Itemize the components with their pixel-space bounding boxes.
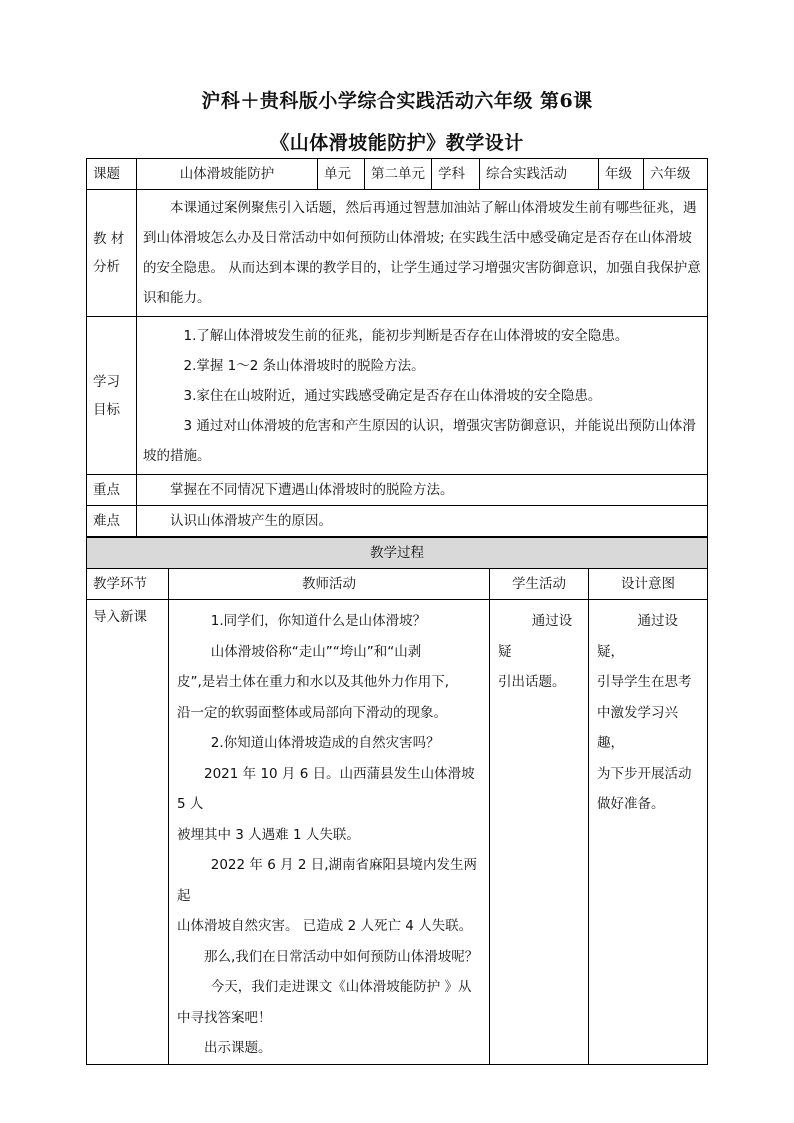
goals-label-line1: 学习 <box>93 373 120 390</box>
student-line: 通过设疑 <box>498 613 573 660</box>
process-column-header-row <box>87 569 708 600</box>
topic-label: 课题 <box>87 159 137 190</box>
teaching-process-table <box>86 537 708 1065</box>
col-teacher-header: 教师活动 <box>169 569 490 600</box>
key-point-label: 重点 <box>87 475 137 506</box>
design-intent-cell <box>589 600 708 1065</box>
analysis-text: 本课通过案例聚焦引入话题，然后再通过智慧加油站了解山体滑坡发生前有哪些征兆，遇到山体滑坡怎么办及日常活动中如何预防山体滑坡; 在实践生活中感受确定是否存在山体滑坡的安全隐患。 从而达到本课的教学目的，让学生通过学习增强灾害防御意识，加强自我保护意识和能力。 <box>137 190 708 317</box>
teacher-line: 山体滑坡自然灾害。 已造成 2 人死亡 4 人失联。 <box>177 918 473 934</box>
student-line: 引出话题。 <box>498 674 566 690</box>
teacher-line: 皮”,是岩土体在重力和水以及其他外力作用下, <box>177 674 450 690</box>
lesson-info-table <box>86 158 708 537</box>
teacher-line: 今天，我们走进课文《山体滑坡能防护 》从 <box>210 979 472 995</box>
process-heading-row <box>87 538 708 569</box>
col-intent-header: 设计意图 <box>589 569 708 600</box>
difficulty-row <box>87 506 708 537</box>
analysis-label-line1: 教 材 <box>93 231 125 247</box>
teacher-line: 出示课题。 <box>204 1040 272 1056</box>
teacher-activity-cell <box>169 600 490 1065</box>
analysis-row <box>87 190 708 317</box>
col-stage-header: 教学环节 <box>87 569 169 600</box>
grade-value: 六年级 <box>644 159 708 190</box>
goals-label <box>87 317 137 475</box>
goal-item: 1.了解山体滑坡发生前的征兆，能初步判断是否存在山体滑坡的安全隐患。 <box>183 327 629 344</box>
grade-label: 年级 <box>599 159 644 190</box>
teacher-line: 被埋其中 3 人遇难 1 人失联。 <box>177 826 360 843</box>
teacher-line: 中寻找答案吧！ <box>177 1009 272 1026</box>
teacher-line: 2.你知道山体滑坡造成的自然灾害吗？ <box>210 735 440 751</box>
process-row-intro <box>87 600 708 1065</box>
goal-item: 3 通过对山体滑坡的危害和产生原因的认识，增强灾害防御意识，并能说出预防山体滑坡的措施。 <box>143 417 696 464</box>
intent-line: 通过设疑， <box>597 613 678 660</box>
teacher-line: 那么,我们在日常活动中如何预防山体滑坡呢？ <box>204 948 479 965</box>
key-point-text: 掌握在不同情况下遭遇山体滑坡时的脱险方法。 <box>137 475 708 506</box>
intent-line: 引导学生在思考 <box>597 674 692 690</box>
teacher-line: 2022 年 6 月 2 日,湖南省麻阳县境内发生两起 <box>177 857 478 904</box>
goals-list <box>137 317 708 475</box>
intent-line: 为下步开展活动 <box>597 765 692 782</box>
unit-value: 第二单元 <box>365 159 432 190</box>
unit-label: 单元 <box>318 159 365 190</box>
doc-title-line1: 沪科＋贵科版小学综合实践活动六年级 第6课 <box>201 90 593 112</box>
goals-row <box>87 317 708 475</box>
difficulty-label: 难点 <box>87 506 137 537</box>
stage-cell: 导入新课 <box>87 600 169 1065</box>
key-point-row <box>87 475 708 506</box>
topic-row <box>87 159 708 190</box>
analysis-label <box>87 190 137 317</box>
subject-label: 学科 <box>432 159 480 190</box>
topic-value: 山体滑坡能防护 <box>137 159 318 190</box>
goal-item: 2.掌握 1～2 条山体滑坡时的脱险方法。 <box>183 357 425 374</box>
intent-line: 做好准备。 <box>597 796 665 812</box>
subject-value: 综合实践活动 <box>480 159 599 190</box>
goals-label-line2: 目标 <box>93 401 120 418</box>
difficulty-text: 认识山体滑坡产生的原因。 <box>137 506 708 537</box>
teacher-line: 山体滑坡俗称“走山”“垮山”和“山剥 <box>210 643 422 660</box>
process-heading: 教学过程 <box>87 538 708 569</box>
student-activity-cell <box>490 600 589 1065</box>
analysis-label-line2: 分析 <box>93 259 120 275</box>
goal-item: 3.家住在山坡附近，通过实践感受确定是否存在山体滑坡的安全隐患。 <box>183 387 602 404</box>
teacher-line: 1.同学们，你知道什么是山体滑坡？ <box>210 613 427 629</box>
doc-title-line2: 《山体滑坡能防护》教学设计 <box>270 132 524 154</box>
intent-line: 中激发学习兴趣， <box>597 704 678 751</box>
col-student-header: 学生活动 <box>490 569 589 600</box>
teacher-line: 2021 年 10 月 6 日。山西蒲县发生山体滑坡 5 人 <box>177 765 475 812</box>
teacher-line: 沿一定的软弱面整体或局部向下滑动的现象。 <box>177 704 447 721</box>
